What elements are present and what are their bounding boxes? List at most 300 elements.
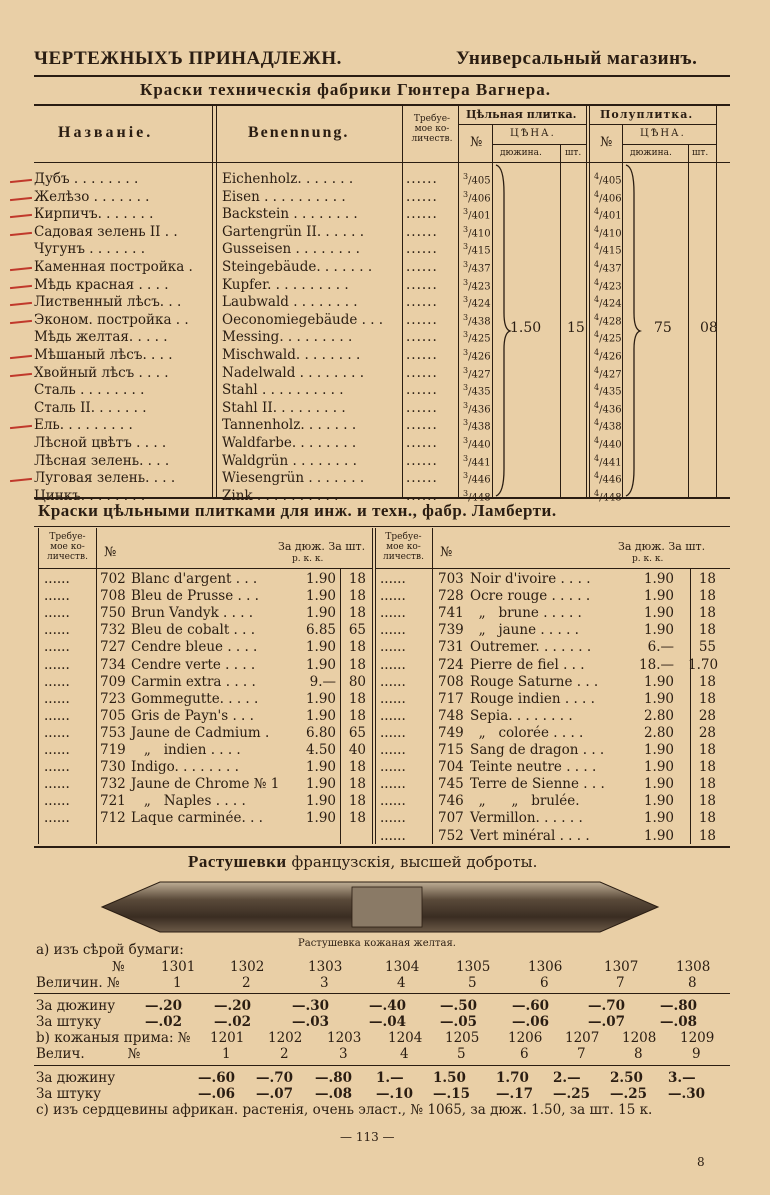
- price-dozen: 1.90: [643, 793, 674, 810]
- qty-dots: ......: [406, 294, 438, 311]
- signature-mark: 8: [697, 1155, 705, 1169]
- qty-dots: ......: [380, 793, 406, 810]
- a-size: 7: [616, 975, 625, 991]
- qty-dots: ......: [380, 690, 406, 707]
- price-dozen: 1.90: [305, 605, 336, 622]
- b-number: 1201: [210, 1030, 245, 1046]
- qty-dots: ......: [44, 793, 70, 810]
- price-dozen: 1.90: [305, 588, 336, 605]
- price-dozen: 1.90: [643, 571, 674, 587]
- item-name: „ „ brulée.: [470, 793, 580, 810]
- row-name-ru: Дубъ . . . . . . . .: [34, 171, 139, 187]
- row-name-de: Backstein . . . . . . . .: [222, 206, 358, 223]
- b-dozen-price: 1.—: [376, 1070, 404, 1086]
- row-name-de: Nadelwald . . . . . . . .: [222, 364, 365, 381]
- a-number: 1308: [676, 959, 711, 975]
- qty-dots: ......: [380, 639, 406, 656]
- qty-dots: ......: [44, 639, 70, 656]
- row-name-de: Mischwald. . . . . . . .: [222, 347, 361, 363]
- b-number: 1209: [680, 1030, 715, 1046]
- b-piece-price: —.25: [553, 1086, 590, 1102]
- whole-number: $^3$/424: [463, 295, 491, 310]
- half-tile-label: Полуплитка.: [600, 108, 694, 121]
- qty-dots: ......: [406, 171, 438, 187]
- a-size: 1: [173, 975, 182, 991]
- qty-dots: ......: [380, 827, 406, 844]
- price-dozen: 1.90: [643, 622, 674, 639]
- price-piece: 18: [348, 639, 366, 656]
- item-name: „ Naples . . . .: [131, 793, 246, 810]
- price-piece: 55: [698, 639, 716, 656]
- a-size: 6: [540, 975, 549, 991]
- b-size: 1: [222, 1046, 231, 1062]
- price-piece: 18: [698, 776, 716, 793]
- price-piece: 18: [698, 673, 716, 690]
- a-dozen-price: —.20: [214, 998, 251, 1014]
- qty-dots: ......: [44, 724, 70, 741]
- b-dozen-price: 1.50: [433, 1070, 466, 1086]
- b-size: 5: [457, 1046, 466, 1062]
- qty-dots: ......: [44, 690, 70, 707]
- price-piece: 1.70: [688, 656, 719, 673]
- qty-dots: ......: [44, 742, 70, 758]
- half-number: $^4$/438: [594, 418, 622, 433]
- row-name-de: Steingebäude. . . . . . .: [222, 259, 373, 275]
- price-dozen: 1.90: [305, 656, 336, 673]
- b-dozen-price: —.60: [198, 1070, 235, 1086]
- qty-dots: ......: [406, 329, 438, 346]
- pencil-mark: [10, 478, 32, 482]
- price-piece: 18: [698, 742, 716, 758]
- pencil-mark: [10, 267, 32, 271]
- item-number: 723: [100, 690, 126, 707]
- price-dozen: 1.90: [305, 571, 336, 587]
- qty-dots: ......: [406, 382, 438, 399]
- b-dozen-price: —.80: [315, 1070, 352, 1086]
- row-name-ru: Эконом. постройка . .: [34, 311, 189, 328]
- whole-dozen-price: 1.50: [510, 320, 542, 336]
- half-number: $^4$/426: [594, 348, 622, 363]
- item-name: Blanc d'argent . . .: [131, 571, 258, 587]
- b-size: 6: [520, 1046, 529, 1062]
- qty-dots: ......: [44, 776, 70, 793]
- a-piece-price: —.02: [145, 1014, 182, 1030]
- item-name: Cendre bleue . . . .: [131, 639, 258, 656]
- half-dozen-price: 75: [654, 320, 672, 336]
- price-dozen: 2.80: [643, 707, 674, 724]
- qty-dots: ......: [406, 311, 438, 328]
- price-dozen: 4.50: [305, 742, 336, 758]
- price-dozen: 1.90: [305, 810, 336, 827]
- b-number: 1205: [445, 1030, 480, 1046]
- whole-number: $^3$/441: [463, 453, 491, 468]
- b-number: 1202: [268, 1030, 303, 1046]
- page-number: — 113 —: [340, 1130, 395, 1144]
- row-name-de: Waldfarbe. . . . . . . .: [222, 435, 357, 451]
- item-number: 709: [100, 673, 126, 690]
- qty-dots: ......: [44, 571, 70, 587]
- b-dozen-price: 1.70: [496, 1070, 529, 1086]
- s2-qty-left: Требуе- мое ко- личеств.: [47, 532, 88, 562]
- item-number: 724: [438, 656, 464, 673]
- price-piece: 18: [348, 776, 366, 793]
- item-name: Sepia. . . . . . . .: [470, 707, 573, 724]
- half-number: $^4$/435: [594, 383, 622, 398]
- pencil-mark: [10, 320, 32, 324]
- row-name-de: Laubwald . . . . . . . .: [222, 294, 358, 311]
- qty-dots: ......: [406, 188, 438, 205]
- price-piece: 18: [348, 810, 366, 827]
- item-number: 708: [100, 588, 126, 605]
- qty-dots: ......: [380, 588, 406, 605]
- price-dozen: 2.80: [643, 724, 674, 741]
- whole-number: $^3$/435: [463, 383, 491, 398]
- qty-dots: ......: [44, 622, 70, 639]
- price-dozen: 1.90: [643, 759, 674, 776]
- section1-title: Краски техническія фабрики Гюнтера Вагнера.: [140, 80, 551, 99]
- b-dozen-price: 2.—: [553, 1070, 581, 1086]
- qty-dots: ......: [380, 759, 406, 776]
- qty-dots: ......: [44, 707, 70, 724]
- price-dozen: 9.—: [309, 673, 336, 690]
- item-number: 745: [438, 776, 464, 793]
- pencil-mark: [10, 214, 32, 218]
- qty-dots: ......: [406, 435, 438, 451]
- item-number: 715: [438, 742, 464, 758]
- price-piece: 18: [698, 690, 716, 707]
- b-number: 1206: [508, 1030, 543, 1046]
- price-dozen: 1.90: [643, 588, 674, 605]
- price-dozen: 1.90: [643, 605, 674, 622]
- qty-dots: ......: [406, 399, 438, 416]
- price-piece: 18: [698, 759, 716, 776]
- b-dozen-price: 2.50: [610, 1070, 643, 1086]
- a-number: 1307: [604, 959, 639, 975]
- b-piece-price: —.06: [198, 1086, 235, 1102]
- price-piece: 18: [348, 605, 366, 622]
- qty-dots: ......: [406, 223, 438, 240]
- whole-number: $^3$/448: [463, 488, 491, 504]
- item-number: 717: [438, 690, 464, 707]
- brace-whole: [492, 163, 512, 498]
- b-piece-price: —.25: [610, 1086, 647, 1102]
- price-piece: 18: [348, 793, 366, 810]
- qty-dots: ......: [406, 241, 438, 258]
- item-number: 749: [438, 724, 464, 741]
- a-piece-price: —.06: [512, 1014, 549, 1030]
- a-piece-price: —.07: [588, 1014, 625, 1030]
- item-name: Rouge Saturne . . .: [470, 673, 599, 690]
- half-number: $^4$/424: [594, 295, 622, 310]
- price-dozen: 1.90: [643, 810, 674, 827]
- whole-number: $^3$/423: [463, 277, 491, 292]
- item-number: 739: [438, 622, 464, 639]
- row-name-de: Gusseisen . . . . . . . .: [222, 241, 360, 258]
- whole-number: $^3$/426: [463, 348, 491, 363]
- item-name: Laque carminée. . .: [131, 810, 263, 827]
- whole-number: $^3$/410: [463, 224, 491, 240]
- item-name: „ brune . . . . .: [470, 605, 582, 622]
- price-dozen: 18.—: [639, 656, 674, 673]
- item-number: 732: [100, 776, 126, 793]
- price-piece: 18: [698, 793, 716, 810]
- price-piece: 28: [698, 707, 716, 724]
- item-name: Gommegutte. . . . .: [131, 690, 259, 707]
- pencil-mark: [10, 425, 32, 429]
- qty-dots: ......: [44, 673, 70, 690]
- header-left: ЧЕРТЕЖНЫХЪ ПРИНАДЛЕЖН.: [34, 48, 342, 69]
- row-name-de: Tannenholz. . . . . . .: [222, 417, 357, 434]
- row-name-ru: Сталь . . . . . . . .: [34, 382, 145, 399]
- item-name: Vert minéral . . . .: [470, 827, 590, 844]
- item-name: Bleu de Prusse . . .: [131, 588, 259, 605]
- row-name-ru: Каменная постройка .: [34, 259, 193, 275]
- qty-dots: ......: [406, 452, 438, 469]
- row-name-ru: Чугунъ . . . . . . .: [34, 241, 146, 258]
- item-name: Indigo. . . . . . . .: [131, 759, 239, 776]
- item-name: Carmin extra . . . .: [131, 673, 256, 690]
- price-dozen: 1.90: [643, 776, 674, 793]
- whole-number: $^3$/440: [463, 436, 491, 451]
- half-number: $^4$/410: [594, 224, 622, 240]
- qty-dots: ......: [44, 810, 70, 827]
- b-size: 3: [339, 1046, 348, 1062]
- b-size: 9: [692, 1046, 701, 1062]
- row-name-de: Eisen . . . . . . . . . .: [222, 188, 346, 205]
- price-dozen: 6.80: [305, 724, 336, 741]
- price-dozen: 1.90: [305, 759, 336, 776]
- half-number: $^4$/405: [594, 172, 622, 187]
- a-dozen-price: —.60: [512, 998, 549, 1014]
- qty-dots: ......: [44, 656, 70, 673]
- a-dozen-price: —.30: [292, 998, 329, 1014]
- item-number: 748: [438, 707, 464, 724]
- b-piece-price: —.17: [496, 1086, 533, 1102]
- qty-dots: ......: [380, 707, 406, 724]
- a-dozen-price: —.70: [588, 998, 625, 1014]
- item-name: Ocre rouge . . . . .: [470, 588, 591, 605]
- section3-title: Растушевки французскія, высшей доброты.: [188, 852, 538, 871]
- half-piece-price: 08: [700, 320, 718, 336]
- item-name: „ indien . . . .: [131, 742, 241, 758]
- price-dozen: 1.90: [643, 742, 674, 758]
- item-number: 702: [100, 571, 126, 587]
- stump-caption: Растушевка кожаная желтая.: [298, 938, 456, 949]
- qty-dots: ......: [406, 347, 438, 363]
- item-number: 730: [100, 759, 126, 776]
- row-name-de: Wiesengrün . . . . . . .: [222, 470, 365, 487]
- a-number: 1303: [308, 959, 343, 975]
- half-number: $^4$/437: [594, 260, 622, 275]
- item-name: Terre de Sienne . . .: [470, 776, 605, 793]
- item-name: Pierre de fiel . . .: [470, 656, 585, 673]
- half-number: $^4$/406: [594, 189, 622, 204]
- item-number: 734: [100, 656, 126, 673]
- row-name-ru: Сталь II. . . . . . .: [34, 399, 147, 416]
- half-number: $^4$/423: [594, 277, 622, 292]
- qty-dots: ......: [406, 206, 438, 223]
- whole-number: $^3$/438: [463, 418, 491, 433]
- row-name-de: Messing. . . . . . . . .: [222, 329, 353, 346]
- row-name-ru: Цинкъ. . . . . . . .: [34, 487, 146, 504]
- price-dozen: 1.90: [643, 827, 674, 844]
- whole-number: $^3$/427: [463, 365, 491, 380]
- row-name-ru: Желѣзо . . . . . . .: [34, 188, 150, 205]
- item-number: 707: [438, 810, 464, 827]
- item-name: Vermillon. . . . . .: [470, 810, 583, 827]
- whole-tile-label: Цѣльная плитка.: [466, 108, 577, 121]
- qty-dots: ......: [380, 571, 406, 587]
- item-number: 750: [100, 605, 126, 622]
- price-piece: 18: [698, 605, 716, 622]
- a-piece-price: —.04: [369, 1014, 406, 1030]
- row-name-de: Kupfer. . . . . . . . . .: [222, 276, 349, 293]
- item-name: „ colorée . . . .: [470, 724, 584, 741]
- qty-dots: ......: [406, 259, 438, 275]
- row-name-de: Oeconomiegebäude . . .: [222, 311, 384, 328]
- a-label: а) изъ сѣрой бумаги:: [36, 942, 184, 958]
- half-number: $^4$/427: [594, 365, 622, 380]
- b-piece-price: —.08: [315, 1086, 352, 1102]
- price-piece: 40: [348, 742, 366, 758]
- half-number: $^4$/436: [594, 400, 622, 416]
- pencil-mark: [10, 355, 32, 359]
- row-name-ru: Лѣсная зелень. . . .: [34, 452, 170, 469]
- col-qty: Требуе- мое ко- личеств.: [411, 114, 453, 144]
- half-number: $^4$/401: [594, 207, 622, 222]
- b-number: 1203: [327, 1030, 362, 1046]
- item-number: 732: [100, 622, 126, 639]
- b-piece-price: —.30: [668, 1086, 705, 1102]
- price-piece: 18: [698, 827, 716, 844]
- a-number: 1305: [456, 959, 491, 975]
- whole-number: $^3$/405: [463, 172, 491, 187]
- pencil-mark: [10, 372, 32, 376]
- a-piece-price: —.08: [660, 1014, 697, 1030]
- price-dozen: 6.—: [647, 639, 674, 656]
- item-number: 705: [100, 707, 126, 724]
- whole-piece-price: 15: [567, 320, 585, 336]
- item-number: 727: [100, 639, 126, 656]
- price-dozen: 6.85: [305, 622, 336, 639]
- price-piece: 28: [698, 724, 716, 741]
- a-dozen-price: —.40: [369, 998, 406, 1014]
- item-number: 708: [438, 673, 464, 690]
- header-right: Универсальный магазинъ.: [456, 48, 698, 69]
- qty-dots: ......: [44, 759, 70, 776]
- whole-number: $^3$/436: [463, 400, 491, 416]
- row-name-ru: Луговая зелень. . . .: [34, 470, 176, 487]
- row-name-ru: Кирпичъ. . . . . . .: [34, 206, 154, 223]
- price-piece: 18: [348, 690, 366, 707]
- half-number: $^4$/428: [594, 312, 622, 328]
- price-dozen: 1.90: [305, 690, 336, 707]
- qty-dots: ......: [380, 810, 406, 827]
- row-name-de: Gartengrün II. . . . . .: [222, 223, 365, 240]
- item-name: Outremer. . . . . . .: [470, 639, 592, 656]
- pencil-mark: [10, 284, 32, 288]
- price-piece: 18: [698, 810, 716, 827]
- col-name-ru: Названiе.: [58, 124, 154, 141]
- b-size: 8: [634, 1046, 643, 1062]
- qty-dots: ......: [380, 742, 406, 758]
- half-number: $^4$/425: [594, 330, 622, 345]
- row-name-ru: Хвойный лѣсъ . . . .: [34, 364, 169, 381]
- b-number: 1204: [388, 1030, 423, 1046]
- half-number: $^4$/441: [594, 453, 622, 468]
- half-number: $^4$/448: [594, 488, 622, 504]
- half-number: $^4$/415: [594, 242, 622, 257]
- b-dozen-price: 3.—: [668, 1070, 696, 1086]
- a-number: 1301: [161, 959, 196, 975]
- a-number: 1304: [385, 959, 420, 975]
- item-name: Gris de Payn's . . .: [131, 707, 254, 724]
- price-dozen: 1.90: [305, 639, 336, 656]
- a-piece-price: —.03: [292, 1014, 329, 1030]
- pencil-mark: [10, 302, 32, 306]
- stump-illustration: [100, 878, 660, 936]
- item-number: 721: [100, 793, 126, 810]
- item-number: 704: [438, 759, 464, 776]
- qty-dots: ......: [406, 364, 438, 381]
- price-piece: 18: [348, 571, 366, 587]
- a-size: 4: [397, 975, 406, 991]
- row-name-de: Stahl II. . . . . . . . .: [222, 399, 346, 416]
- price-dozen: 1.90: [305, 776, 336, 793]
- price-dozen: 1.90: [305, 707, 336, 724]
- item-name: „ jaune . . . . .: [470, 622, 579, 639]
- a-size: 2: [242, 975, 251, 991]
- price-dozen: 1.90: [643, 690, 674, 707]
- header-rule: [34, 75, 730, 77]
- s2-qty-right: Требуе- мое ко- личеств.: [383, 532, 424, 562]
- qty-dots: ......: [44, 605, 70, 622]
- row-name-ru: Мѣдь красная . . . .: [34, 276, 169, 293]
- item-number: 753: [100, 724, 126, 741]
- row-name-de: Stahl . . . . . . . . . .: [222, 382, 344, 399]
- a-piece-price: —.02: [214, 1014, 251, 1030]
- item-name: Bleu de cobalt . . .: [131, 622, 256, 639]
- col-name-de: Benennung.: [248, 124, 350, 141]
- price-piece: 65: [348, 724, 366, 741]
- c-line: с) изъ сердцевины африкан. растенія, очень эласт., № 1065, за дюж. 1.50, за шт. 15 к.: [36, 1102, 653, 1118]
- row-name-ru: Садовая зелень II . .: [34, 223, 178, 240]
- item-name: Jaune de Cadmium .: [131, 724, 270, 741]
- qty-dots: ......: [406, 487, 438, 504]
- a-dozen-price: —.20: [145, 998, 182, 1014]
- b-dozen-price: —.70: [256, 1070, 293, 1086]
- item-name: Sang de dragon . . .: [470, 742, 605, 758]
- whole-number: $^3$/415: [463, 242, 491, 257]
- a-number: 1306: [528, 959, 563, 975]
- a-size: 3: [320, 975, 329, 991]
- item-name: Jaune de Chrome № 1: [131, 776, 280, 793]
- qty-dots: ......: [380, 724, 406, 741]
- item-number: 741: [438, 605, 464, 622]
- pencil-mark: [10, 232, 32, 236]
- a-number: 1302: [230, 959, 265, 975]
- price-dozen: 1.90: [643, 673, 674, 690]
- whole-number: $^3$/437: [463, 260, 491, 275]
- price-piece: 18: [698, 588, 716, 605]
- row-name-ru: Лѣсной цвѣтъ . . . .: [34, 435, 167, 451]
- b-size: 2: [280, 1046, 289, 1062]
- qty-dots: ......: [380, 673, 406, 690]
- row-name-de: Zink . . . . . . . . . .: [222, 487, 339, 504]
- price-piece: 18: [698, 622, 716, 639]
- section2-title: Краски цѣльными плитками для инж. и техн., фабр. Ламберти.: [38, 501, 557, 520]
- item-name: Brun Vandyk . . . .: [131, 605, 254, 622]
